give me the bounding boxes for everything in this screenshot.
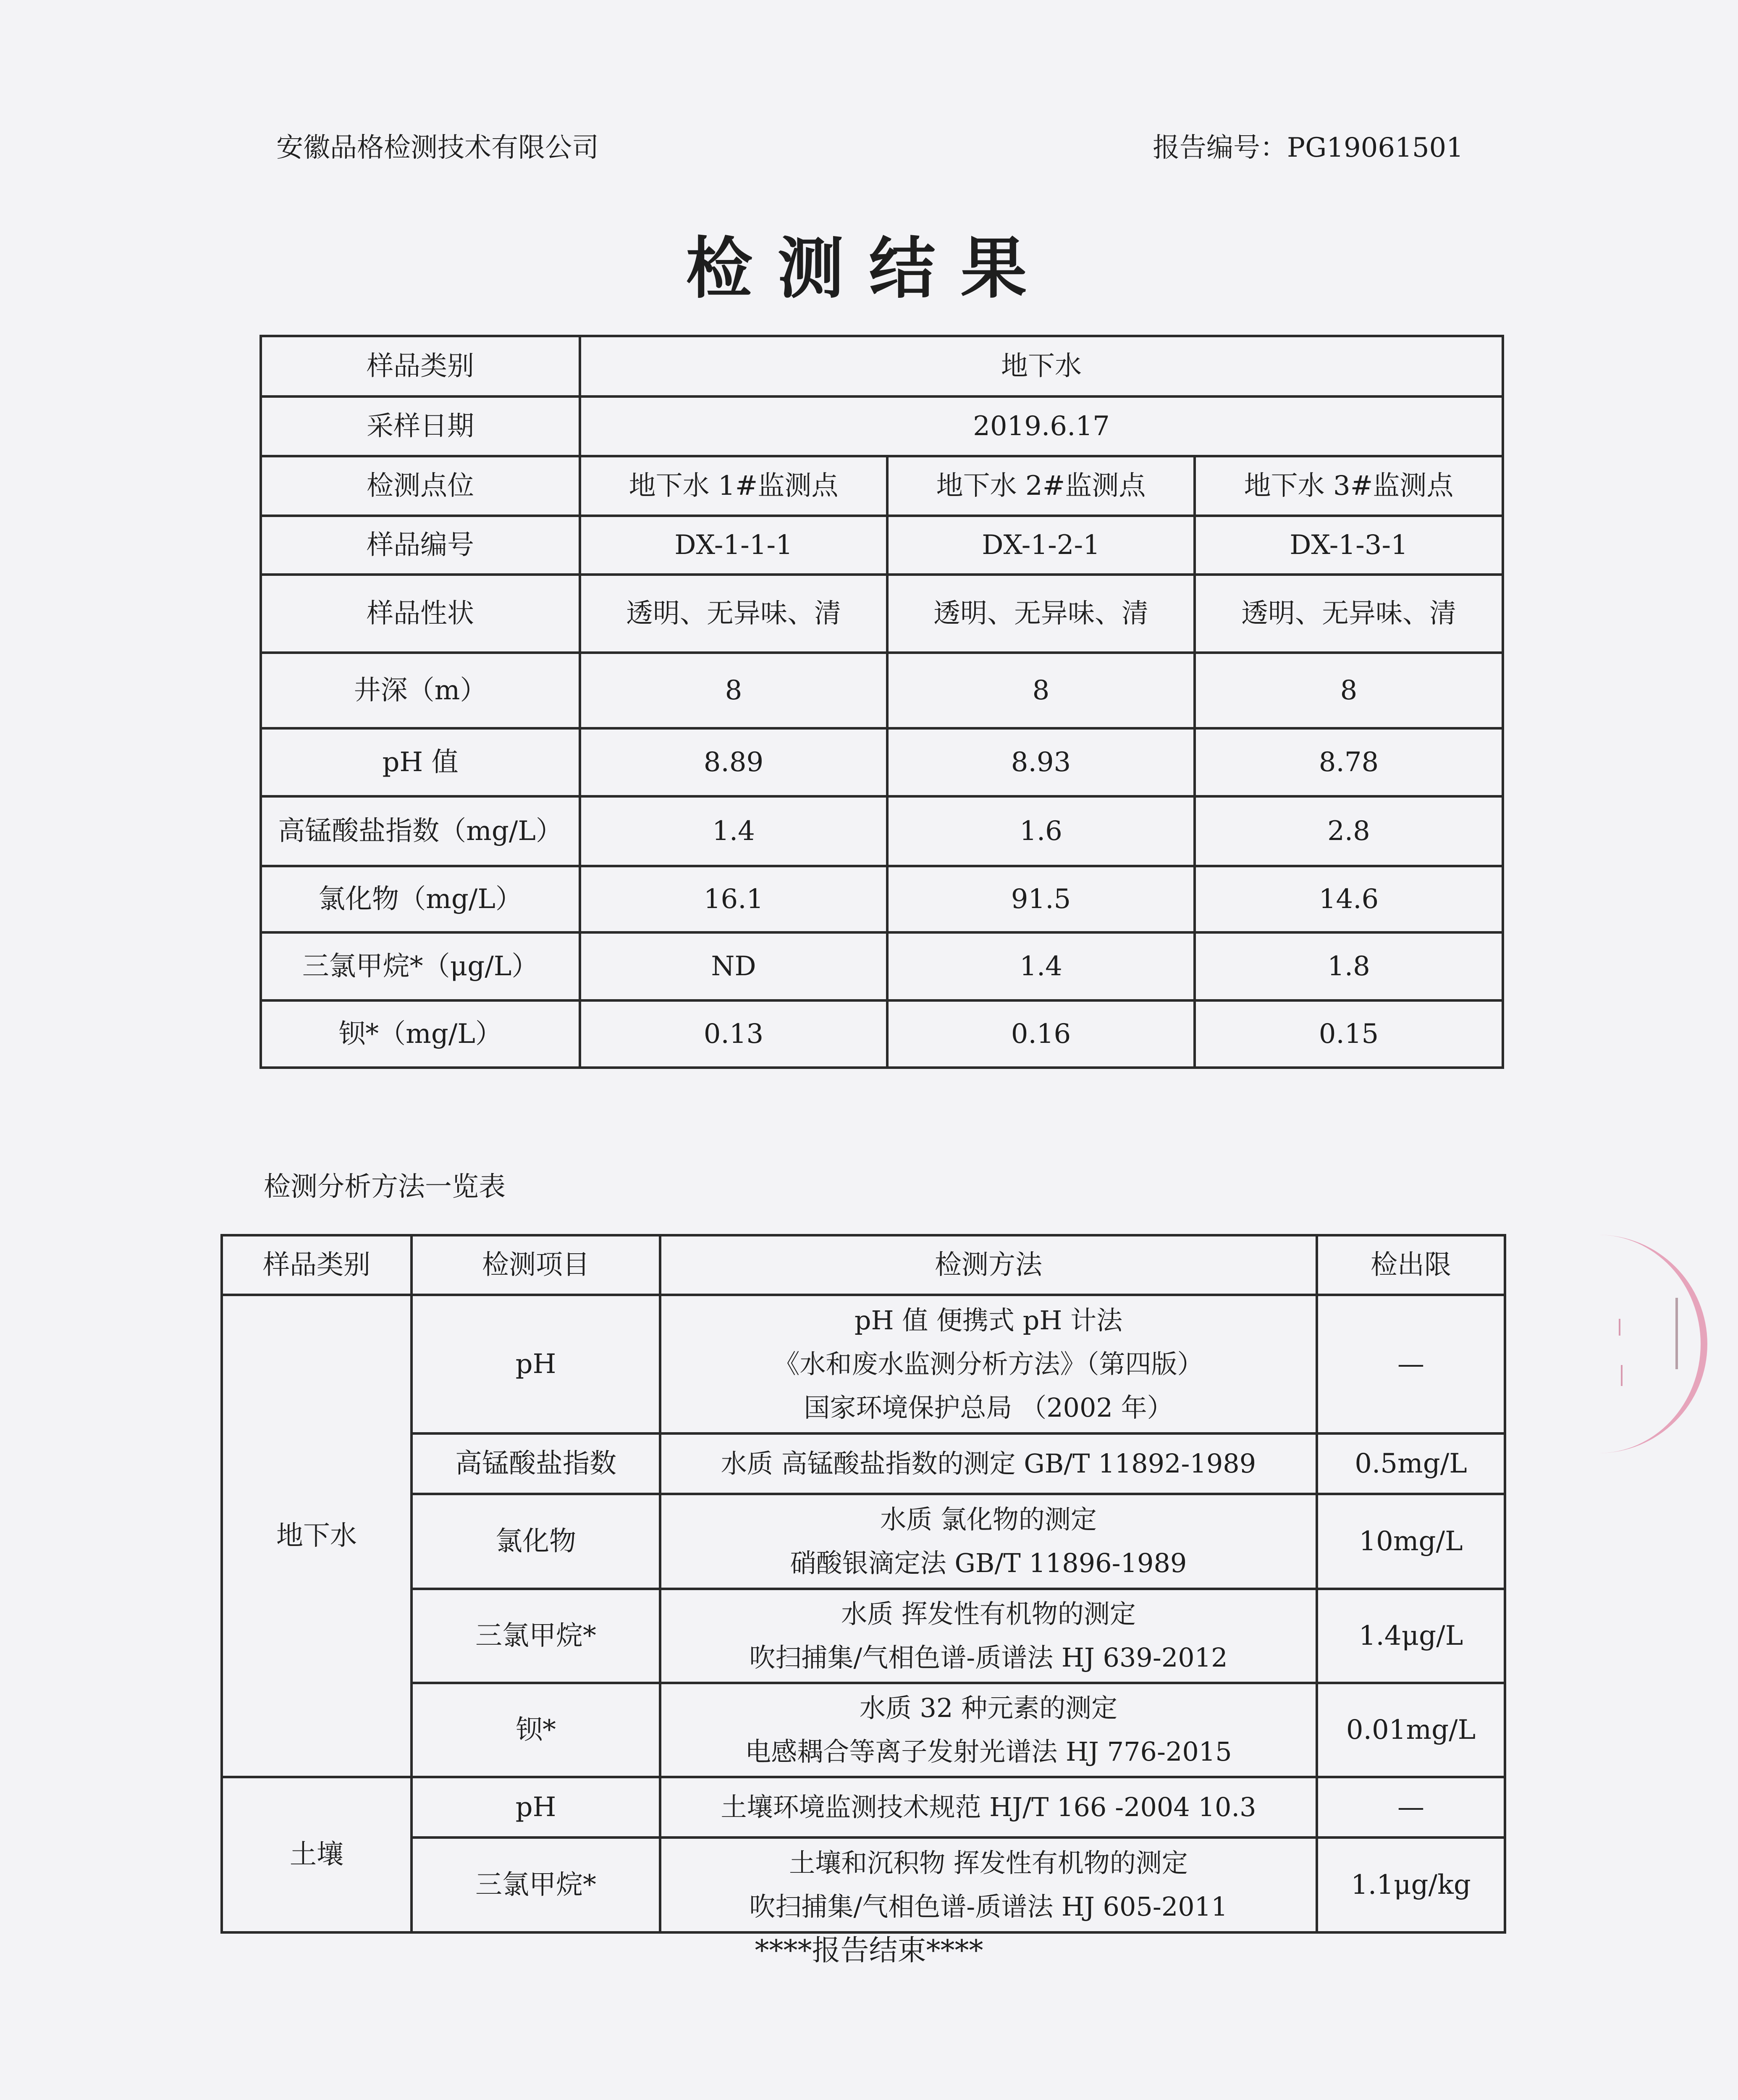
table-row bbox=[261, 932, 1503, 1000]
table-row bbox=[222, 1295, 1505, 1433]
seal-mark bbox=[1675, 1298, 1678, 1369]
table-row bbox=[261, 866, 1503, 932]
limit-cell: — bbox=[1317, 1295, 1505, 1433]
method-line: 吹扫捕集/气相色谱-质谱法 HJ 639-2012 bbox=[749, 1642, 1228, 1673]
table-cell: 8.78 bbox=[1195, 728, 1503, 796]
item-cell: pH bbox=[412, 1777, 660, 1838]
limit-cell: 0.5mg/L bbox=[1317, 1433, 1505, 1494]
table-cell: DX-1-2-1 bbox=[887, 516, 1195, 575]
methods-caption: 检测分析方法一览表 bbox=[264, 1171, 506, 1202]
method-line: 水质 氯化物的测定 bbox=[880, 1504, 1097, 1535]
methods-table bbox=[220, 1234, 1506, 1934]
table-row bbox=[222, 1683, 1505, 1777]
table-row bbox=[261, 653, 1503, 728]
table-row bbox=[261, 516, 1503, 575]
table-cell: 透明、无异味、清 bbox=[1195, 575, 1503, 653]
item-cell: 三氯甲烷* bbox=[412, 1838, 660, 1932]
report-number: 报告编号：PG19061501 bbox=[1153, 132, 1463, 163]
row-label: 高锰酸盐指数（mg/L） bbox=[261, 796, 580, 866]
method-line: 硝酸银滴定法 GB/T 11896-1989 bbox=[790, 1548, 1187, 1578]
row-label: pH 值 bbox=[261, 728, 580, 796]
table-cell: DX-1-3-1 bbox=[1195, 516, 1503, 575]
table-row bbox=[261, 575, 1503, 653]
table-cell: DX-1-1-1 bbox=[580, 516, 887, 575]
table-cell: 16.1 bbox=[580, 866, 887, 932]
method-cell bbox=[660, 1433, 1317, 1494]
limit-cell: — bbox=[1317, 1777, 1505, 1838]
table-cell: 0.13 bbox=[580, 1000, 887, 1068]
table-row bbox=[222, 1494, 1505, 1589]
table-cell: ND bbox=[580, 932, 887, 1000]
results-table bbox=[260, 335, 1504, 1069]
table-row bbox=[222, 1433, 1505, 1494]
table-cell: 地下水 2#监测点 bbox=[887, 456, 1195, 516]
row-label: 样品类别 bbox=[261, 336, 580, 396]
method-line: 土壤环境监测技术规范 HJ/T 166 -2004 10.3 bbox=[721, 1792, 1256, 1822]
row-label: 检测点位 bbox=[261, 456, 580, 516]
table-cell: 14.6 bbox=[1195, 866, 1503, 932]
method-cell bbox=[660, 1683, 1317, 1777]
item-cell: 三氯甲烷* bbox=[412, 1589, 660, 1683]
seal-mark bbox=[1619, 1319, 1620, 1336]
table-cell: 0.16 bbox=[887, 1000, 1195, 1068]
item-cell: 氯化物 bbox=[412, 1494, 660, 1589]
row-label: 钡*（mg/L） bbox=[261, 1000, 580, 1068]
table-cell: 地下水 bbox=[580, 336, 1503, 396]
page-title: 检测结果 bbox=[686, 230, 1052, 307]
method-cell bbox=[660, 1494, 1317, 1589]
method-cell bbox=[660, 1295, 1317, 1433]
table-row bbox=[261, 1000, 1503, 1068]
table-cell: 91.5 bbox=[887, 866, 1195, 932]
column-header: 检测方法 bbox=[660, 1235, 1317, 1295]
limit-cell: 1.1μg/kg bbox=[1317, 1838, 1505, 1932]
item-cell: pH bbox=[412, 1295, 660, 1433]
limit-cell: 0.01mg/L bbox=[1317, 1683, 1505, 1777]
row-label: 三氯甲烷*（μg/L） bbox=[261, 932, 580, 1000]
item-cell: 钡* bbox=[412, 1683, 660, 1777]
column-header: 检出限 bbox=[1317, 1235, 1505, 1295]
column-header: 检测项目 bbox=[412, 1235, 660, 1295]
method-line: 土壤和沉积物 挥发性有机物的测定 bbox=[789, 1848, 1188, 1878]
table-cell: 透明、无异味、清 bbox=[580, 575, 887, 653]
table-row bbox=[222, 1838, 1505, 1932]
method-cell bbox=[660, 1589, 1317, 1683]
company-name: 安徽品格检测技术有限公司 bbox=[276, 132, 599, 163]
method-line: 水质 32 种元素的测定 bbox=[859, 1693, 1118, 1723]
table-row bbox=[261, 336, 1503, 396]
table-cell: 8 bbox=[580, 653, 887, 728]
table-cell: 地下水 3#监测点 bbox=[1195, 456, 1503, 516]
table-cell: 8 bbox=[1195, 653, 1503, 728]
seal-mark bbox=[1621, 1365, 1623, 1386]
table-row bbox=[261, 728, 1503, 796]
method-line: 水质 高锰酸盐指数的测定 GB/T 11892-1989 bbox=[721, 1448, 1256, 1479]
table-row bbox=[222, 1777, 1505, 1838]
table-cell: 1.6 bbox=[887, 796, 1195, 866]
row-label: 样品性状 bbox=[261, 575, 580, 653]
table-row bbox=[261, 796, 1503, 866]
limit-cell: 10mg/L bbox=[1317, 1494, 1505, 1589]
method-line: pH 值 便携式 pH 计法 bbox=[854, 1305, 1123, 1336]
seal-stamp-edge bbox=[1591, 1235, 1707, 1453]
row-label: 样品编号 bbox=[261, 516, 580, 575]
item-cell: 高锰酸盐指数 bbox=[412, 1433, 660, 1494]
category-cell: 土壤 bbox=[222, 1777, 412, 1932]
category-cell: 地下水 bbox=[222, 1295, 412, 1777]
table-cell: 1.4 bbox=[580, 796, 887, 866]
table-cell: 8 bbox=[887, 653, 1195, 728]
table-cell: 1.8 bbox=[1195, 932, 1503, 1000]
table-cell: 8.93 bbox=[887, 728, 1195, 796]
method-cell bbox=[660, 1777, 1317, 1838]
table-row bbox=[261, 456, 1503, 516]
table-cell: 地下水 1#监测点 bbox=[580, 456, 887, 516]
table-cell: 0.15 bbox=[1195, 1000, 1503, 1068]
row-label: 井深（m） bbox=[261, 653, 580, 728]
method-line: 国家环境保护总局 （2002 年） bbox=[804, 1392, 1173, 1423]
table-row bbox=[261, 396, 1503, 456]
method-line: 水质 挥发性有机物的测定 bbox=[841, 1599, 1136, 1629]
table-cell: 透明、无异味、清 bbox=[887, 575, 1195, 653]
method-line: 吹扫捕集/气相色谱-质谱法 HJ 605-2011 bbox=[749, 1891, 1228, 1922]
table-cell: 8.89 bbox=[580, 728, 887, 796]
method-line: 电感耦合等离子发射光谱法 HJ 776-2015 bbox=[745, 1736, 1232, 1767]
report-end-note: ****报告结束**** bbox=[755, 1934, 983, 1967]
table-header-row bbox=[222, 1235, 1505, 1295]
limit-cell: 1.4μg/L bbox=[1317, 1589, 1505, 1683]
method-line: 《水和废水监测分析方法》（第四版） bbox=[773, 1349, 1203, 1379]
table-cell: 2.8 bbox=[1195, 796, 1503, 866]
method-cell bbox=[660, 1838, 1317, 1932]
row-label: 采样日期 bbox=[261, 396, 580, 456]
column-header: 样品类别 bbox=[222, 1235, 412, 1295]
table-cell: 1.4 bbox=[887, 932, 1195, 1000]
table-row bbox=[222, 1589, 1505, 1683]
table-cell: 2019.6.17 bbox=[580, 396, 1503, 456]
row-label: 氯化物（mg/L） bbox=[261, 866, 580, 932]
